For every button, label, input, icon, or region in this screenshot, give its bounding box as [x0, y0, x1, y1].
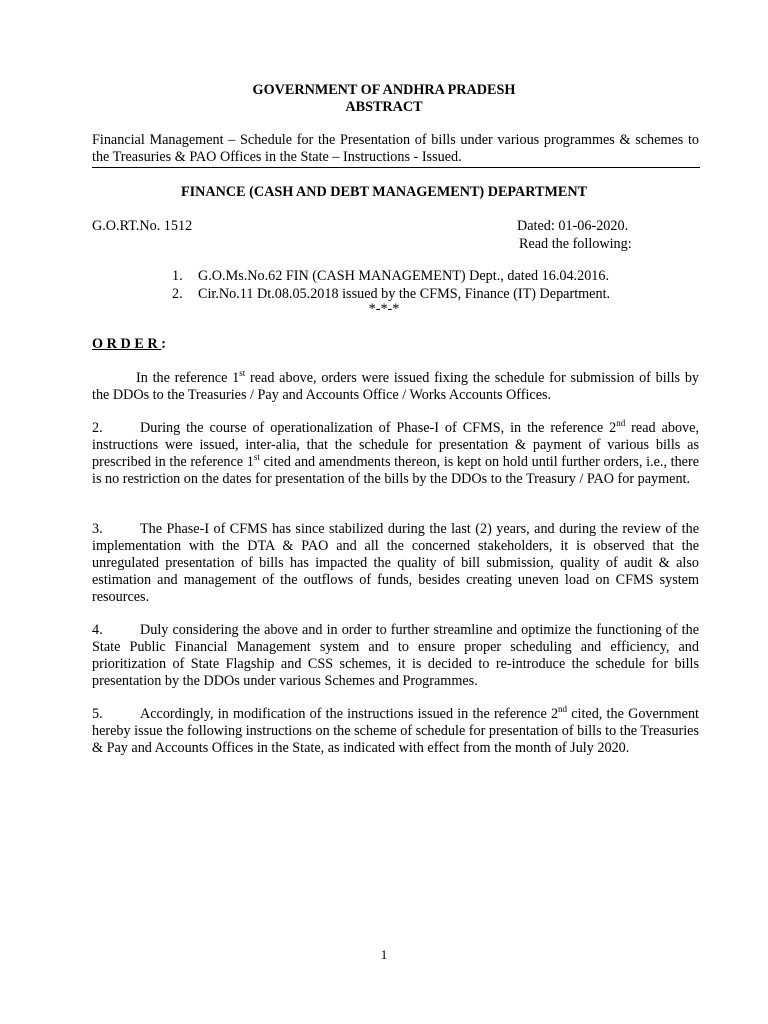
- go-number: G.O.RT.No. 1512: [92, 218, 193, 234]
- reference-text: Cir.No.11 Dt.08.05.2018 issued by the CFMS, Finance (IT) Department.: [198, 286, 611, 302]
- paragraph-number: 3.: [92, 521, 103, 537]
- paragraph-3: 3. The Phase-I of CFMS has since stabilized during the last (2) years, and during the review of the implementation with the DTA & PAO and all the concerned stakeholders, it is observed that the unregulated presentation of bills has impacted the quality of bill submission, quality of audit & also estimation and management of the outflows of funds, besides creating uneven load on CFMS system resources.: [92, 521, 699, 605]
- reference-number: 2.: [172, 286, 183, 302]
- subject-text: Financial Management – Schedule for the Presentation of bills under various programmes & schemes to the Treasuries & PAO Offices in the State – Instructions - Issued.: [92, 132, 699, 165]
- subject-divider: [92, 167, 700, 168]
- order-heading-text: ORDER: [92, 336, 162, 352]
- reference-item: [172, 268, 610, 286]
- paragraph-4: 4. Duly considering the above and in order to further streamline and optimize the functioning of the State Public Financial Management system and to ensure proper scheduling and efficiency, and prioritization of State Flagship and CSS schemes, it is decided to re-introduce the schedule for bills presentation by the DDOs under various Schemes and Programmes.: [92, 622, 699, 689]
- separator-stars: *-*-*: [368, 301, 400, 317]
- abstract-title: ABSTRACT: [345, 99, 423, 115]
- paragraph-number: 5.: [92, 706, 103, 722]
- reference-number: 1.: [172, 268, 183, 284]
- order-heading-colon: :: [161, 336, 166, 352]
- paragraph-2: 2. During the course of operationalization of Phase-I of CFMS, in the reference 2nd read above, instructions were issued, inter-alia, that the schedule for presentation & payment of various bills as prescribed in the reference 1st cited and amendments thereon, is kept on hold until further orders, i.e., there is no restriction on the dates for presentation of the bills by the DDOs to the Treasury / PAO for payment.: [92, 418, 699, 487]
- reference-list: [172, 268, 610, 304]
- reference-text: G.O.Ms.No.62 FIN (CASH MANAGEMENT) Dept., dated 16.04.2016.: [198, 268, 610, 284]
- date-line: Dated: 01-06-2020.: [517, 218, 629, 234]
- paragraph-number: 4.: [92, 622, 103, 638]
- paragraph-1: In the reference 1st read above, orders were issued fixing the schedule for submission of bills by the DDOs to the Treasuries / Pay and Accounts Office / Works Accounts Offices.: [92, 368, 700, 403]
- paragraph-number: 2.: [92, 420, 103, 436]
- paragraph-5: 5. Accordingly, in modification of the instructions issued in the reference 2nd cited, the Government hereby issue the following instructions on the scheme of schedule for presentation of bills to the Treasuries & Pay and Accounts Offices in the State, as indicated with effect from the month of July 2020.: [92, 704, 699, 756]
- read-following: Read the following:: [519, 236, 632, 252]
- department-title: FINANCE (CASH AND DEBT MANAGEMENT) DEPARTMENT: [180, 184, 588, 200]
- government-title: GOVERNMENT OF ANDHRA PRADESH: [252, 82, 516, 98]
- order-heading: [92, 336, 166, 353]
- page-number: 1: [380, 947, 388, 962]
